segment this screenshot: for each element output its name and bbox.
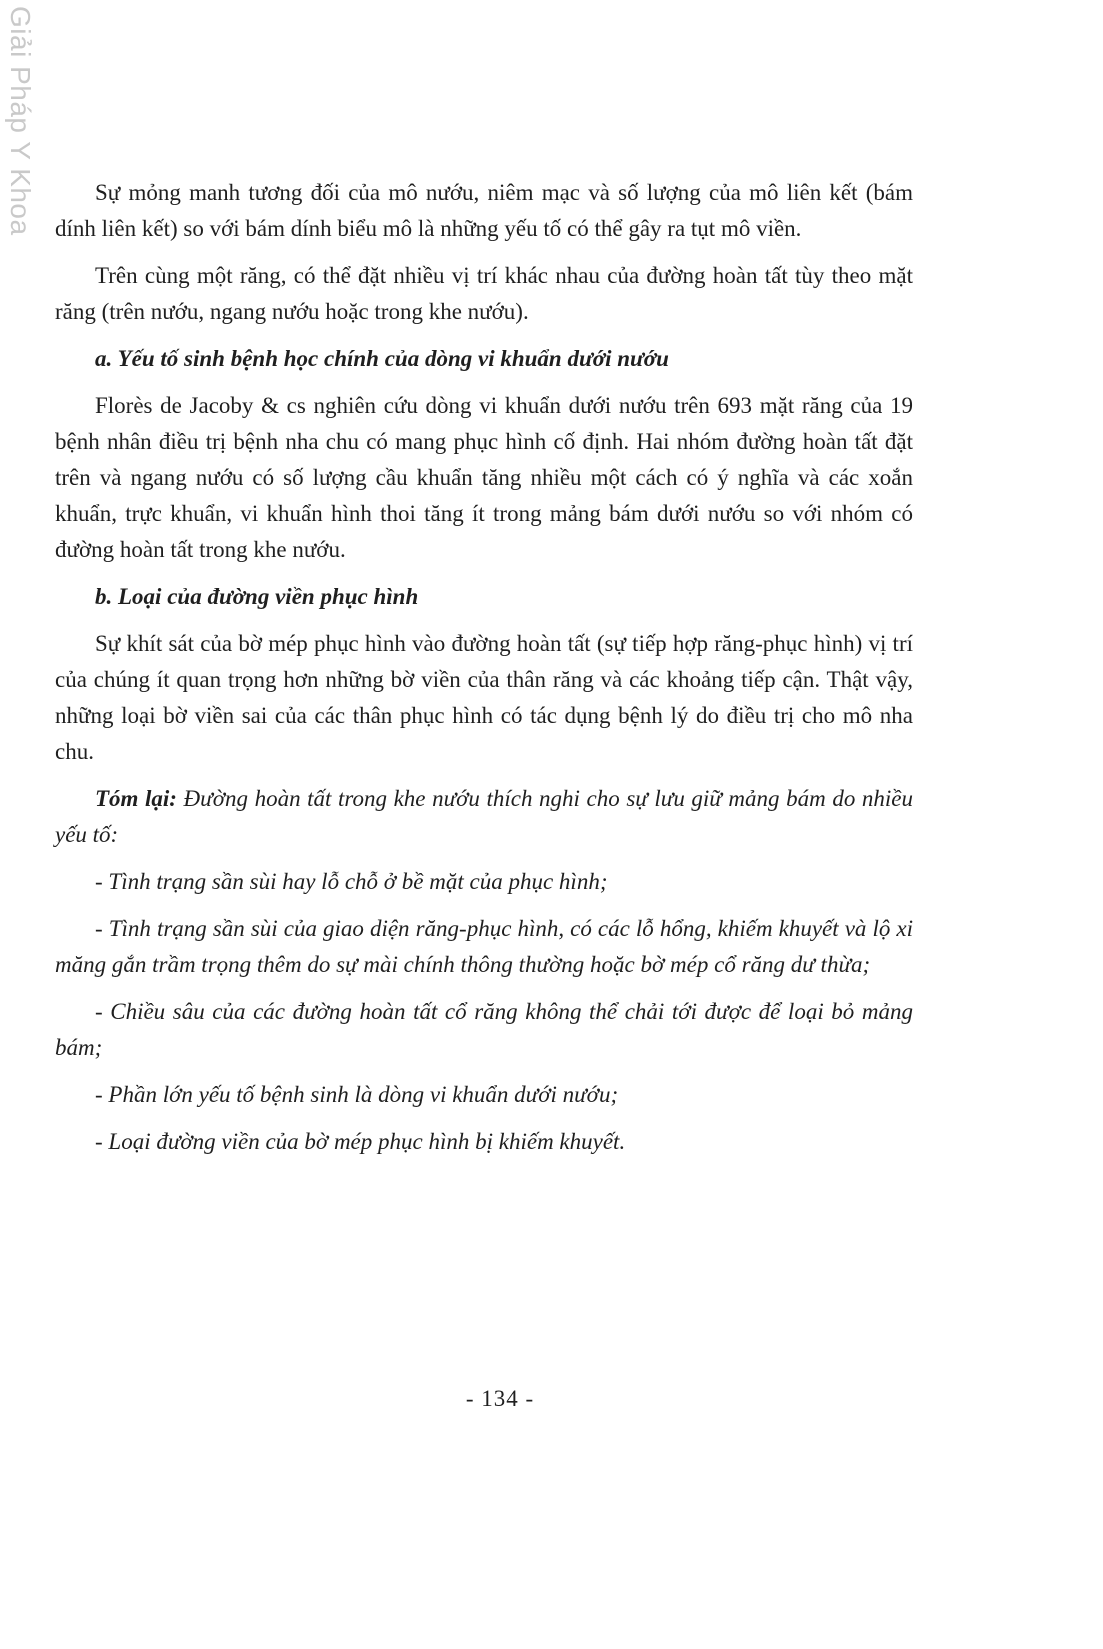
summary-paragraph [55,781,913,853]
paragraph-2: Trên cùng một răng, có thể đặt nhiều vị trí khác nhau của đường hoàn tất tùy theo mặt răng (trên nướu, ngang nướu hoặc trong khe nướu). [55,263,913,324]
section-heading-a: a. Yếu tố sinh bệnh học chính của dòng vi khuẩn dưới nướu [95,346,669,371]
list-item: - Phần lớn yếu tố bệnh sinh là dòng vi khuẩn dưới nướu; [95,1082,619,1107]
list-item: - Chiều sâu của các đường hoàn tất cổ răng không thể chải tới được để loại bỏ mảng bám; [55,999,913,1060]
summary-text: Đường hoàn tất trong khe nướu thích nghi cho sự lưu giữ mảng bám do nhiều yếu tố: [55,786,913,847]
list-item: - Tình trạng sần sùi của giao diện răng-phục hình, có các lỗ hổng, khiếm khuyết và lộ xi măng gắn trầm trọng thêm do sự mài chính thông thường hoặc bờ mép cổ răng dư thừa; [55,916,913,977]
summary-lead: Tóm lại: [95,786,177,811]
page-body [55,175,913,1160]
page-number: - 134 - [465,1386,535,1411]
section-heading-b: b. Loại của đường viền phục hình [95,584,419,609]
paragraph-3: Florès de Jacoby & cs nghiên cứu dòng vi khuẩn dưới nướu trên 693 mặt răng của 19 bệnh nhân điều trị bệnh nha chu có mang phục hình cố định. Hai nhóm đường hoàn tất đặt trên và ngang nướu có số lượng cầu khuẩn tăng nhiều một cách có ý nghĩa và các xoắn khuẩn, trực khuẩn, vi khuẩn hình thoi tăng ít trong mảng bám dưới nướu so với nhóm có đường hoàn tất trong khe nướu. [55,393,913,562]
paragraph-1: Sự mỏng manh tương đối của mô nướu, niêm mạc và số lượng của mô liên kết (bám dính liên kết) so với bám dính biểu mô là những yếu tố có thể gây ra tụt mô viền. [55,180,913,241]
paragraph-4: Sự khít sát của bờ mép phục hình vào đường hoàn tất (sự tiếp hợp răng-phục hình) vị trí của chúng ít quan trọng hơn những bờ viền của thân răng và các khoảng tiếp cận. Thật vậy, những loại bờ viền sai của các thân phục hình có tác dụng bệnh lý do điều trị cho mô nha chu. [55,631,913,764]
watermark-text: Giải Pháp Y Khoa [5,6,36,236]
list-item: - Tình trạng sần sùi hay lỗ chỗ ở bề mặt của phục hình; [95,869,608,894]
list-item: - Loại đường viền của bờ mép phục hình bị khiếm khuyết. [95,1129,626,1154]
